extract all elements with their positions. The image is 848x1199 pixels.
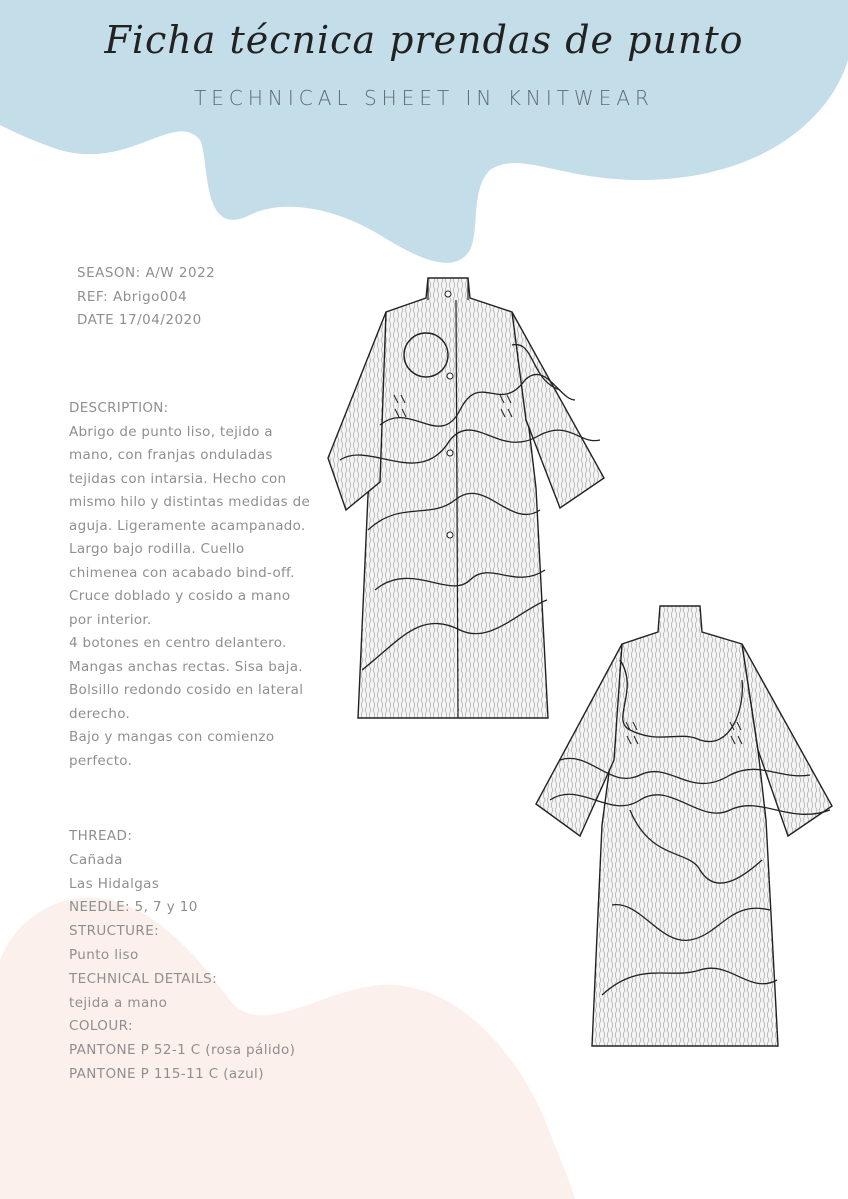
thread-label: THREAD: <box>69 828 133 844</box>
season-text: SEASON: A/W 2022 <box>77 265 216 281</box>
description-line: Bolsillo redondo cosido en lateral <box>69 682 304 698</box>
thread-value: Cañada <box>69 851 123 868</box>
description-line: tejidas con intarsia. Hecho con <box>69 470 287 487</box>
needle-text: NEEDLE: 5, 7 y 10 <box>69 899 198 916</box>
ref-text: REF: Abrigo004 <box>77 288 188 305</box>
description-line: derecho. <box>69 705 131 722</box>
description-line: mismo hilo y distintas medidas de <box>69 494 311 510</box>
structure-value: Punto liso <box>69 946 139 963</box>
coat-back-sketch <box>530 600 840 1055</box>
description-block <box>69 397 321 773</box>
description-line: Mangas anchas rectas. Sisa baja. <box>69 658 303 675</box>
specs-block <box>69 825 295 1087</box>
meta-block <box>77 262 215 333</box>
description-line: perfecto. <box>69 752 133 769</box>
description-line: 4 botones en centro delantero. <box>69 635 287 651</box>
colour-value: PANTONE P 115-11 C (azul) <box>69 1065 264 1082</box>
description-line: Abrigo de punto liso, tejido a <box>69 423 273 440</box>
description-heading: DESCRIPTION: <box>69 400 169 416</box>
script-title: Ficha técnica prendas de punto <box>104 18 744 62</box>
technical-label: TECHNICAL DETAILS: <box>69 970 218 987</box>
thread-value: Las Hidalgas <box>69 875 160 892</box>
description-line: chimenea con acabado bind-off. <box>69 564 295 581</box>
description-line: aguja. Ligeramente acampanado. <box>69 517 306 534</box>
technical-value: tejida a mano <box>69 994 168 1011</box>
subtitle: TECHNICAL SHEET IN KNITWEAR <box>194 86 654 110</box>
colour-label: COLOUR: <box>69 1018 133 1035</box>
description-line: Largo bajo rodilla. Cuello <box>69 541 245 557</box>
description-line: Bajo y mangas con comienzo <box>69 729 275 745</box>
description-line: Cruce doblado y cosido a mano <box>69 588 291 604</box>
colour-value: PANTONE P 52-1 C (rosa pálido) <box>69 1042 296 1059</box>
date-text: DATE 17/04/2020 <box>77 312 202 328</box>
description-line: mano, con franjas onduladas <box>69 447 273 463</box>
description-line: por interior. <box>69 611 152 628</box>
structure-label: STRUCTURE: <box>69 923 160 940</box>
